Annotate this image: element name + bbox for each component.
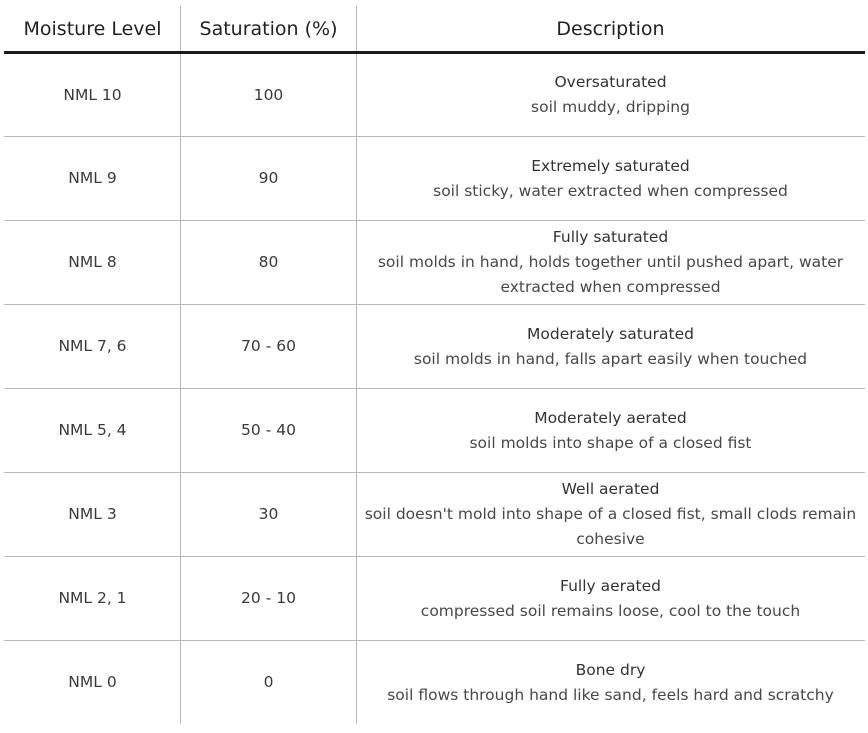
cell-description — [357, 557, 865, 641]
table-row — [5, 557, 865, 641]
cell-description — [357, 221, 865, 305]
description-detail: soil molds in hand, falls apart easily when touched — [413, 349, 808, 368]
description-title: Oversaturated — [554, 73, 667, 91]
description-detail: soil molds into shape of a closed fist — [469, 433, 752, 452]
description-title: Well aerated — [561, 480, 660, 498]
cell-moisture-level: NML 2, 1 — [5, 557, 181, 641]
header-description: Description — [357, 7, 865, 53]
description-title: Moderately aerated — [534, 408, 687, 427]
cell-description — [357, 641, 865, 725]
table-row — [5, 305, 865, 389]
header-saturation: Saturation (%) — [181, 7, 357, 53]
cell-moisture-level: NML 7, 6 — [5, 305, 181, 389]
table-row — [5, 473, 865, 557]
table-body — [5, 53, 865, 725]
cell-saturation: 0 — [181, 641, 357, 725]
cell-saturation: 50 - 40 — [181, 389, 357, 473]
description-detail: soil sticky, water extracted when compressed — [433, 181, 788, 200]
description-detail: compressed soil remains loose, cool to the touch — [420, 601, 801, 620]
cell-description — [357, 53, 865, 137]
cell-description — [357, 473, 865, 557]
cell-saturation: 20 - 10 — [181, 557, 357, 641]
description-title: Extremely saturated — [531, 156, 690, 175]
cell-moisture-level: NML 9 — [5, 137, 181, 221]
table-row — [5, 137, 865, 221]
cell-moisture-level: NML 10 — [5, 53, 181, 137]
cell-description — [357, 305, 865, 389]
cell-saturation: 80 — [181, 221, 357, 305]
cell-saturation: 70 - 60 — [181, 305, 357, 389]
table-row — [5, 53, 865, 137]
description-title: Bone dry — [575, 660, 646, 679]
table-row — [5, 389, 865, 473]
cell-saturation: 100 — [181, 53, 357, 137]
description-detail: soil flows through hand like sand, feels hard and scratchy — [387, 685, 834, 704]
header-moisture-level: Moisture Level — [5, 7, 181, 53]
table-row — [5, 641, 865, 725]
description-detail: soil doesn't mold into shape of a closed fist, small clods remain cohesive — [364, 505, 857, 548]
cell-saturation: 90 — [181, 137, 357, 221]
cell-moisture-level: NML 0 — [5, 641, 181, 725]
table-header — [5, 7, 865, 53]
cell-saturation: 30 — [181, 473, 357, 557]
cell-moisture-level: NML 3 — [5, 473, 181, 557]
cell-moisture-level: NML 5, 4 — [5, 389, 181, 473]
description-title: Moderately saturated — [527, 324, 694, 343]
header-row — [5, 7, 865, 53]
cell-description — [357, 389, 865, 473]
description-title: Fully aerated — [560, 576, 661, 595]
description-detail: soil muddy, dripping — [531, 98, 690, 116]
description-detail: soil molds in hand, holds together until pushed apart, water extracted when compressed — [377, 253, 844, 296]
cell-description — [357, 137, 865, 221]
cell-moisture-level: NML 8 — [5, 221, 181, 305]
description-title: Fully saturated — [552, 228, 669, 246]
moisture-level-table — [4, 6, 865, 725]
table-row — [5, 221, 865, 305]
